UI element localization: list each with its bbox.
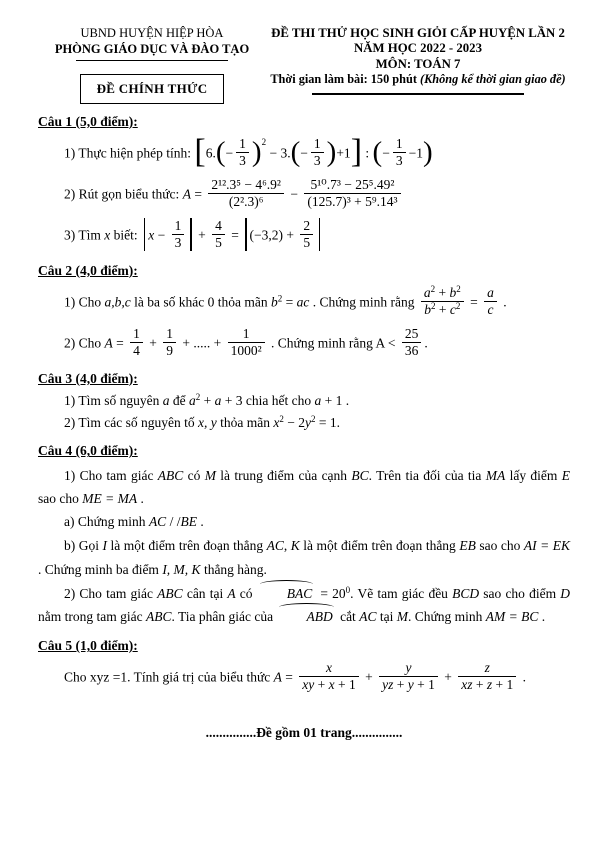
math-txt: + 1 — [413, 677, 435, 693]
math-txt: = — [112, 335, 128, 351]
official-stamp-box: ĐỀ CHÍNH THỨC — [80, 74, 225, 104]
question-2 — [38, 261, 570, 361]
math-it: c — [449, 301, 456, 317]
math-txt: . Tia phân giác của — [171, 608, 277, 624]
math-txt: : — [362, 145, 373, 161]
fraction-numerator — [402, 326, 422, 343]
math-txt: sao cho — [38, 490, 83, 506]
fraction-numerator — [172, 218, 185, 235]
math-txt: + 3 chia hết cho — [221, 392, 315, 408]
math-sup: 2 — [195, 391, 201, 402]
question-line — [64, 325, 570, 361]
math-it: x — [104, 227, 111, 243]
math-bar — [245, 218, 246, 251]
math-txt: − — [154, 227, 169, 243]
math-txt: . Chứng minh ba điểm — [38, 561, 163, 577]
math-it: AC — [148, 514, 167, 530]
math-bar — [319, 218, 320, 251]
math-txt: 36 — [404, 342, 419, 358]
math-it: a,b,c — [104, 294, 131, 310]
org-name: UBND HUYỆN HIỆP HÒA — [80, 26, 224, 40]
fraction-denominator — [172, 235, 185, 251]
math-frac — [379, 660, 438, 693]
math-txt: + 1 . — [321, 392, 350, 408]
math-frac — [212, 218, 225, 251]
header-left-underline — [76, 60, 228, 61]
math-it: xz — [461, 677, 473, 693]
math-txt: 4 — [133, 342, 140, 358]
math-txt: / / — [166, 514, 181, 530]
math-it: x — [326, 660, 332, 676]
math-it: M — [204, 467, 216, 483]
math-txt: . — [519, 669, 527, 685]
math-bar — [144, 218, 145, 251]
math-it: AI = EK — [523, 538, 570, 554]
math-frac — [421, 285, 464, 318]
math-frac — [300, 218, 313, 251]
math-txt: + — [440, 669, 456, 685]
math-txt: 2) Rút gọn biểu thức: — [64, 186, 183, 202]
math-txt: = 20 — [316, 585, 346, 601]
math-it: a — [314, 392, 322, 408]
math-txt: để — [169, 392, 189, 408]
math-txt: 1) Thực hiện phép tính: — [64, 145, 195, 161]
math-txt: sao cho — [475, 538, 524, 554]
math-txt: . Chứng minh rằng — [309, 294, 418, 310]
math-it: xy — [302, 677, 315, 693]
math-txt: a) Chứng minh — [64, 514, 149, 530]
fraction-denominator — [311, 153, 324, 169]
exam-title-line1: ĐỀ THI THỬ HỌC SINH GIỎI CẤP HUYỆN LẦN 2 — [271, 26, 565, 40]
math-txt: + — [314, 677, 329, 693]
math-txt: . — [137, 490, 144, 506]
math-txt: 2 — [303, 217, 311, 233]
math-sup: 2 — [277, 293, 283, 304]
math-txt: (125.7)³ + 5⁹.14³ — [307, 193, 398, 209]
math-it: M — [396, 608, 408, 624]
math-txt: là một điểm trên đoạn thẳng — [107, 538, 267, 554]
header — [38, 26, 570, 104]
math-it: I — [102, 538, 108, 554]
math-frac — [458, 660, 516, 693]
question-1 — [38, 112, 570, 253]
math-txt: có — [183, 467, 205, 483]
math-frac — [484, 285, 497, 318]
math-txt: + 1 — [334, 677, 356, 693]
math-txt: . Chứng minh rằng A < — [267, 335, 399, 351]
fraction-denominator — [402, 343, 422, 359]
math-it: A — [273, 669, 282, 685]
math-it: MA — [485, 467, 506, 483]
math-it: yz — [382, 677, 394, 693]
question-4 — [38, 441, 570, 628]
math-txt: là ba số khác 0 thỏa mãn — [130, 294, 271, 310]
math-txt: + — [435, 301, 450, 317]
math-txt: nằm trong tam giác — [38, 608, 146, 624]
question-line — [64, 662, 570, 695]
math-txt: − — [382, 145, 390, 161]
fraction-numerator — [393, 136, 406, 153]
math-it: a — [189, 392, 196, 408]
question-line — [38, 464, 570, 510]
math-txt: 5 — [303, 234, 311, 250]
math-txt: (−3,2) + — [249, 227, 298, 243]
math-txt: 1 — [395, 136, 403, 151]
math-txt: 1 — [174, 217, 182, 233]
fraction-numerator — [484, 285, 497, 302]
question-line — [64, 176, 570, 212]
math-it: b — [424, 301, 432, 317]
fraction-numerator — [236, 136, 249, 153]
fraction-denominator — [228, 343, 265, 359]
math-it: BC — [351, 467, 369, 483]
question-1-title: Câu 1 (5,0 điểm): — [38, 113, 138, 129]
exam-subject: MÔN: TOÁN 7 — [375, 56, 461, 71]
math-txt: 3 — [313, 152, 321, 168]
math-it: x, y — [197, 415, 217, 431]
math-it: BE — [180, 514, 197, 530]
math-txt: biết: — [110, 227, 141, 243]
math-txt: . Vẽ tam giác đều — [350, 585, 453, 601]
header-left — [38, 26, 266, 104]
math-it: ABC — [157, 585, 183, 601]
math-txt: . — [196, 514, 204, 530]
math-txt: = 1. — [315, 415, 340, 431]
fraction-denominator — [212, 235, 225, 251]
math-frac — [402, 326, 422, 359]
math-sup: 2 — [431, 300, 436, 311]
math-it: a — [214, 392, 222, 408]
math-txt: 9 — [166, 342, 173, 358]
math-txt: 6. — [205, 145, 216, 161]
math-txt: − — [300, 145, 308, 161]
math-txt: − — [225, 145, 234, 161]
math-txt: . Chứng minh — [407, 608, 486, 624]
math-frac — [228, 326, 265, 359]
math-txt: 1 — [239, 136, 246, 151]
question-line — [38, 534, 570, 580]
math-it: a — [423, 284, 431, 300]
math-txt: + — [361, 669, 377, 685]
math-txt: + ..... + — [179, 335, 225, 351]
math-txt: 1 — [166, 325, 173, 341]
question-line — [64, 217, 570, 253]
math-txt: 1 — [242, 325, 250, 341]
dept-name: PHÒNG GIÁO DỤC VÀ ĐÀO TẠO — [54, 41, 250, 56]
math-txt: = — [282, 294, 297, 310]
math-txt: − 3. — [266, 145, 291, 161]
math-txt: 5¹⁰.7³ − 25⁵.49² — [310, 176, 395, 192]
fraction-denominator — [421, 302, 464, 318]
math-txt: 1000² — [230, 342, 262, 358]
math-sup: 2 — [430, 284, 436, 294]
math-it: x — [328, 677, 335, 693]
math-it: ME = MA — [82, 490, 138, 506]
fraction-denominator — [379, 677, 438, 693]
math-it: x — [273, 415, 280, 431]
official-stamp-box-wrap — [38, 74, 266, 104]
question-line — [64, 413, 570, 433]
math-it: AC — [359, 608, 377, 624]
math-it: z — [484, 660, 490, 676]
math-txt: + — [393, 677, 408, 693]
math-txt: 25 — [404, 325, 419, 341]
question-2-title: Câu 2 (4,0 điểm): — [38, 262, 138, 278]
fraction-numerator — [212, 218, 225, 235]
math-frac — [130, 326, 143, 359]
fraction-numerator — [379, 660, 438, 677]
math-txt: , — [283, 538, 291, 554]
math-it: y — [304, 415, 311, 431]
math-txt: là trung điểm của cạnh — [215, 467, 352, 483]
math-txt: . — [424, 335, 428, 351]
math-sup: 2 — [455, 300, 461, 311]
math-txt: = — [227, 227, 243, 243]
header-right-underline — [312, 93, 524, 94]
fraction-denominator — [304, 194, 400, 210]
question-line — [64, 284, 570, 320]
exam-body — [38, 112, 570, 696]
math-txt: + — [435, 284, 450, 300]
question-4-title: Câu 4 (6,0 điểm): — [38, 443, 138, 459]
math-txt: 5 — [215, 234, 222, 250]
math-it: I, M, K — [162, 561, 201, 577]
math-it: A — [104, 335, 113, 351]
math-it: ABC — [157, 467, 184, 483]
math-bar — [190, 218, 191, 251]
math-txt: cắt — [336, 608, 360, 624]
math-txt: 1) Tìm số nguyên — [64, 392, 163, 408]
fraction-denominator — [393, 153, 406, 169]
math-txt: 3 — [395, 152, 403, 168]
exam-duration-bold: Thời gian làm bài: 150 phút — [270, 72, 420, 87]
math-txt: (2².3)⁶ — [228, 193, 264, 209]
math-txt: 1 — [313, 136, 321, 151]
fraction-denominator — [208, 194, 284, 210]
math-frac — [304, 177, 400, 210]
fraction-numerator — [130, 326, 143, 343]
math-it: y — [407, 677, 414, 693]
math-txt: 2¹².3⁵ − 4⁶.9² — [211, 176, 281, 192]
math-it: c — [487, 301, 494, 317]
math-txt: 4 — [215, 217, 222, 233]
math-txt: có — [235, 585, 257, 601]
fraction-numerator — [421, 285, 464, 302]
math-frac — [172, 218, 185, 251]
math-frac — [299, 660, 358, 693]
math-txt: = — [281, 669, 297, 685]
math-txt: lấy điểm — [505, 467, 562, 483]
math-it: x — [148, 227, 155, 243]
math-it: A — [182, 186, 191, 202]
math-it: K — [290, 538, 300, 554]
math-txt: 1) Cho tam giác — [64, 467, 158, 483]
math-it: a — [487, 284, 494, 300]
math-it: z — [486, 677, 493, 693]
math-txt: + — [200, 392, 215, 408]
math-sup: 2 — [310, 414, 316, 425]
fraction-denominator — [130, 343, 143, 359]
fraction-numerator — [311, 136, 324, 153]
math-it: E — [561, 467, 570, 483]
math-txt: Cho xyz =1. Tính giá trị của biểu thức — [64, 669, 274, 685]
math-txt: b) Gọi — [64, 538, 103, 554]
math-txt: −1 — [408, 145, 423, 161]
math-it: D — [560, 585, 571, 601]
math-txt: . — [499, 294, 507, 310]
math-it: ABC — [145, 608, 172, 624]
math-txt: − 2 — [283, 415, 305, 431]
math-txt: 3 — [239, 152, 246, 168]
fraction-denominator — [458, 677, 516, 693]
math-frac — [236, 136, 249, 169]
math-sup: 2 — [279, 414, 284, 425]
fraction-numerator — [228, 326, 265, 343]
math-frac — [393, 136, 406, 169]
exam-duration — [266, 72, 570, 87]
fraction-denominator — [299, 677, 358, 693]
math-txt: 1) Cho — [64, 294, 105, 310]
exam-duration-note: (Không kể thời gian giao đề) — [420, 72, 566, 87]
math-txt: 3) Tìm — [64, 227, 105, 243]
math-it: BCD — [452, 585, 480, 601]
fraction-denominator — [484, 302, 497, 318]
math-txt: 2) Tìm các số nguyên tố — [64, 415, 198, 431]
math-frac — [208, 177, 284, 210]
math-txt: 1 — [133, 325, 140, 341]
math-txt: tại — [376, 608, 397, 624]
exam-title-line2: NĂM HỌC 2022 - 2023 — [354, 41, 482, 56]
math-txt: = — [466, 294, 482, 310]
math-frac — [163, 326, 176, 359]
math-frac — [311, 136, 324, 169]
question-3-title: Câu 3 (4,0 điểm): — [38, 370, 138, 386]
math-sup: 2 — [261, 136, 267, 147]
math-txt: +1 — [336, 145, 351, 161]
header-right — [266, 26, 570, 104]
question-5-title: Câu 5 (1,0 điểm): — [38, 638, 138, 654]
question-line — [64, 512, 570, 532]
math-arc: ABD — [278, 605, 334, 628]
math-it: b — [270, 294, 278, 310]
fraction-numerator — [299, 660, 358, 677]
question-line — [38, 582, 570, 628]
fraction-denominator — [300, 235, 313, 251]
fraction-denominator — [236, 153, 249, 169]
fraction-numerator — [458, 660, 516, 677]
math-txt: cân tại — [182, 585, 228, 601]
math-txt: . Trên tia đối của tia — [368, 467, 486, 483]
math-it: A — [227, 585, 236, 601]
math-it: AC — [266, 538, 284, 554]
math-it: b — [449, 284, 457, 300]
fraction-numerator — [163, 326, 176, 343]
math-it: EB — [459, 538, 476, 554]
math-sup: 0 — [345, 584, 351, 595]
math-it: y — [405, 660, 412, 676]
math-txt: 3 — [174, 234, 182, 250]
math-txt: = — [190, 186, 206, 202]
fraction-numerator — [208, 177, 284, 194]
math-txt: − — [286, 186, 302, 202]
math-arc: BAC — [259, 582, 315, 605]
math-it: ac — [296, 294, 310, 310]
math-txt: + — [472, 677, 487, 693]
fraction-numerator — [300, 218, 313, 235]
math-txt: + 1 — [492, 677, 514, 693]
fraction-denominator — [163, 343, 176, 359]
math-it: a — [162, 392, 170, 408]
math-txt: 2) Cho — [64, 335, 105, 351]
math-txt: . — [538, 608, 546, 624]
math-txt: thẳng hàng. — [200, 561, 267, 577]
math-txt: 2) Cho tam giác — [64, 585, 158, 601]
math-txt: thỏa mãn — [216, 415, 274, 431]
math-txt: sao cho điểm — [479, 585, 561, 601]
math-txt: + — [194, 227, 210, 243]
math-it: AM = BC — [485, 608, 539, 624]
fraction-numerator — [304, 177, 400, 194]
question-line: 1) Thực hiện phép tính: [6.(− $\frac{1}{3}$ )$^2$ − 3.(− $\frac{1}{3}$ )+1] : (− $\frac{1}{3}$ −1) — [64, 133, 433, 171]
math-txt: + — [145, 335, 161, 351]
page-count-note: ...............Đề gồm 01 trang............... — [205, 725, 403, 741]
question-5 — [38, 636, 570, 695]
math-sup: 2 — [456, 284, 461, 294]
math-txt: là một điểm trên đoạn thẳng — [299, 538, 460, 554]
question-line — [64, 391, 570, 411]
question-3 — [38, 369, 570, 434]
